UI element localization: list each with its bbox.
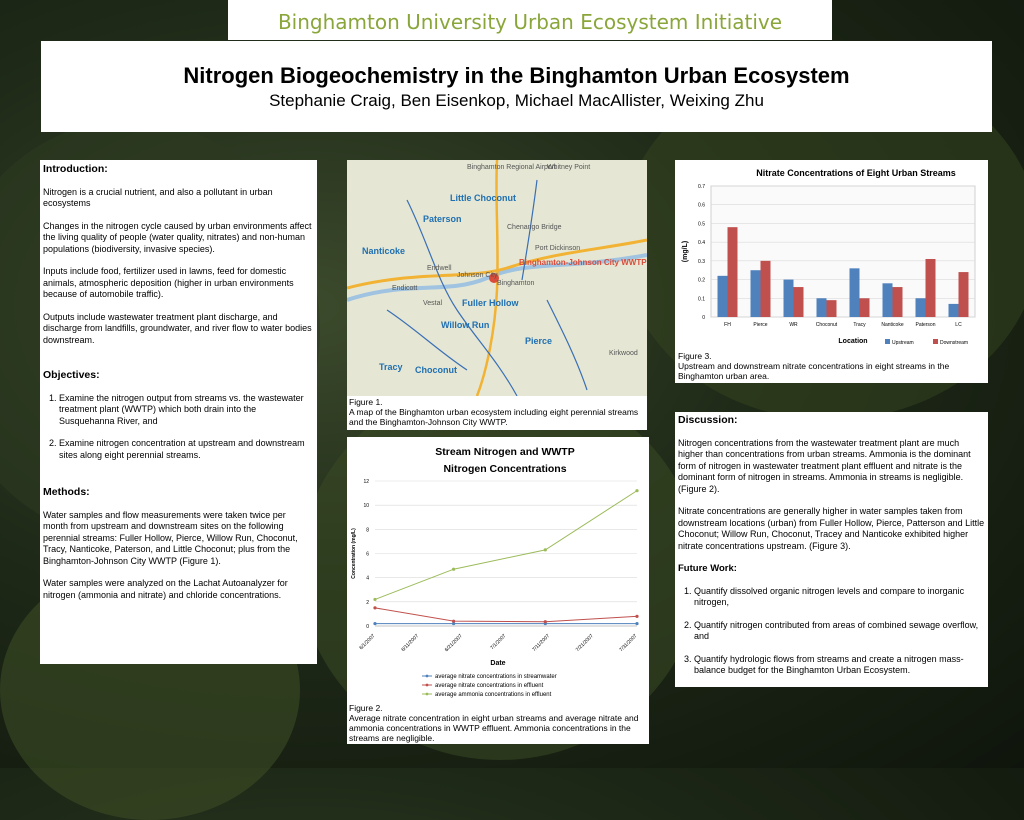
y-tick-label: 0.5	[698, 221, 705, 228]
figure1-label: Figure 1.	[349, 397, 383, 407]
legend-swatch	[885, 339, 890, 344]
intro-paragraph: Changes in the nitrogen cycle caused by urban environments affect the living quality of people (water quality, nitrates) and non-human populations (biodiversity, invasive species).	[43, 220, 312, 254]
map-label: Endwell	[427, 265, 452, 272]
bar	[728, 227, 738, 317]
bar	[718, 276, 728, 317]
line-chart	[347, 437, 649, 702]
y-tick-label: 6	[366, 551, 369, 558]
y-tick-label: 8	[366, 527, 369, 534]
figure3-caption	[678, 351, 984, 381]
bar	[827, 300, 837, 317]
x-tick-label: LC	[955, 322, 962, 328]
map-label: Endicott	[392, 285, 418, 292]
x-axis-label: Date	[490, 660, 506, 667]
x-tick-label: 7/31/2007	[618, 633, 639, 654]
chart-title: Nitrate Concentrations of Eight Urban Streams	[756, 168, 956, 178]
x-tick-label: 6/21/2007	[443, 633, 464, 654]
map-stream-label: Choconut	[415, 365, 457, 375]
figure1-text: A map of the Binghamton urban ecosystem including eight perennial streams and the Binghamton-Johnson City WWTP.	[349, 407, 639, 427]
title-box	[41, 41, 992, 132]
map-stream-label: Paterson	[423, 214, 462, 224]
legend-label: average ammonia concentrations in effluent	[435, 692, 552, 698]
x-axis-label: Location	[838, 338, 868, 345]
bar	[883, 283, 893, 317]
y-tick-label: 10	[363, 503, 369, 510]
intro-paragraph: Outputs include wastewater treatment plant discharge, and discharge from landfills, groundwater, and river flow to water bodies downstream.	[43, 311, 312, 345]
map-stream-label: Nanticoke	[362, 246, 406, 256]
left-panel	[40, 160, 317, 664]
legend-label: average nitrate concentrations in streamwater	[435, 674, 557, 680]
x-tick-label: FH	[724, 322, 731, 328]
discussion-paragraph: Nitrogen concentrations from the wastewater treatment plant are much higher than concentrations from urban streams. Ammonia is the dominant form of nitrogen in wastewater treatment plant effluent and nitrate is the dominant form of nitrogen in streams. Ammonia in streams is negligible. (Figure 2).	[678, 437, 971, 494]
y-tick-label: 4	[366, 575, 369, 582]
bar	[916, 298, 926, 317]
figure2-box	[347, 437, 649, 744]
methods-paragraph: Water samples and flow measurements were taken twice per month from upstream and downstream sites on the following perennial streams: Fuller Hollow, Pierce, Willow Run, Choconut, Tracy, Nanticoke, Paterson, and Little Choconut; plus from the Binghamton-Johnson City WWTP (Figure 1).	[43, 509, 298, 566]
figure3-text: Upstream and downstream nitrate concentrations in eight streams in the Binghamton urban area.	[678, 361, 950, 381]
data-point	[544, 620, 547, 623]
discussion-paragraph: Nitrate concentrations are generally higher in water samples taken from downstream locations (urban) from Fuller Hollow, Pierce, Patterson and Little Choconut; Willow Run, Choconut, Tracey and Nanticoke exhibited higher nitrate concentrations upstream. (Figure 3).	[678, 506, 985, 551]
data-point	[452, 620, 455, 623]
x-tick-label: 6/11/2007	[400, 633, 421, 653]
data-point	[373, 598, 376, 601]
bar-chart	[675, 160, 988, 350]
map-label: Binghamton	[497, 280, 535, 287]
y-tick-label: 0.1	[698, 296, 705, 303]
map-stream-label: Pierce	[525, 336, 553, 346]
map-label: Whitney Point	[547, 164, 591, 171]
data-point	[544, 548, 547, 551]
future-work-item: 1. Quantify dissolved organic nitrogen levels and compare to inorganic nitrogen,	[694, 586, 985, 609]
legend-label: average nitrate concentrations in effluent	[435, 683, 544, 689]
future-work-item: 3. Quantify hydrologic flows from streams and create a nitrogen mass-balance budget for the Binghamton Urban Ecosystem.	[694, 654, 985, 677]
future-work-item: 2. Quantify nitrogen contributed from areas of combined sewage overflow, and	[694, 620, 985, 643]
x-tick-label: Nanticoke	[881, 322, 904, 328]
intro-paragraph: Nitrogen is a crucial nutrient, and also a pollutant in urban ecosystems	[43, 186, 273, 208]
discussion-heading: Discussion:	[678, 414, 738, 426]
legend-marker	[426, 693, 429, 696]
methods-paragraph: Water samples were analyzed on the Lachat Autoanalyzer for nitrogen (ammonia and nitrate) and chloride concentrations.	[43, 578, 288, 600]
y-tick-label: 0.6	[698, 202, 705, 209]
x-tick-label: 7/21/2007	[574, 633, 595, 654]
bar	[893, 287, 903, 317]
figure2-label: Figure 2.	[349, 703, 383, 713]
y-tick-label: 0.2	[698, 277, 705, 284]
map-label: Kirkwood	[609, 350, 638, 357]
intro-paragraph: Inputs include food, fertilizer used in lawns, feed for domestic animals, atmospheric deposition (higher in urban environments because of automobile traffic).	[43, 266, 294, 299]
series-line	[375, 608, 637, 622]
data-point	[452, 568, 455, 571]
figure3-label: Figure 3.	[678, 351, 712, 361]
map-stream-label: Little Choconut	[450, 193, 516, 203]
bar	[860, 298, 870, 317]
poster-title: Nitrogen Biogeochemistry in the Binghamton Urban Ecosystem	[183, 63, 850, 88]
bar	[751, 270, 761, 317]
map-label: Chenango Bridge	[507, 224, 562, 231]
bar	[761, 261, 771, 317]
map-label: Port Dickinson	[535, 245, 581, 252]
figure1-caption	[347, 396, 647, 430]
x-tick-label: 6/1/2007	[358, 633, 377, 652]
poster-authors: Stephanie Craig, Ben Eisenkop, Michael MacAllister, Weixing Zhu	[269, 91, 764, 110]
chart-title: Stream Nitrogen and WWTP	[435, 446, 575, 458]
map-stream-label: Willow Run	[441, 320, 490, 330]
x-tick-label: Choconut	[815, 322, 838, 328]
x-tick-label: WR	[789, 322, 798, 328]
right-panel	[675, 412, 988, 687]
future-work-heading: Future Work:	[678, 563, 737, 574]
map-label: Vestal	[423, 300, 443, 307]
objectives-list	[43, 393, 313, 462]
methods-heading: Methods:	[43, 486, 90, 498]
x-tick-label: Paterson	[915, 322, 936, 328]
bar	[794, 287, 804, 317]
map-stream-label: Tracy	[379, 362, 403, 372]
legend-marker	[426, 684, 429, 687]
y-tick-label: 0.7	[698, 184, 705, 190]
introduction-heading: Introduction:	[43, 163, 108, 175]
data-point	[635, 615, 638, 618]
map-stream-label: Fuller Hollow	[462, 298, 519, 308]
x-tick-label: Tracy	[853, 322, 866, 328]
data-point	[635, 622, 638, 625]
y-tick-label: 0.3	[698, 258, 705, 265]
bar	[949, 304, 959, 317]
figure2-caption	[349, 703, 647, 743]
map-figure	[347, 160, 647, 396]
x-tick-label: 7/11/2007	[531, 633, 552, 653]
figure3-box	[675, 160, 988, 383]
bar	[784, 280, 794, 317]
chart-title: Nitrogen Concentrations	[443, 463, 567, 475]
legend-label: Downstream	[940, 340, 969, 346]
y-axis-label: Concentration (mg/L)	[351, 528, 357, 579]
bar	[926, 259, 936, 317]
future-work-list	[678, 586, 985, 677]
bar	[850, 268, 860, 317]
data-point	[635, 489, 638, 492]
legend-label: Upstream	[892, 340, 914, 346]
y-tick-label: 0.4	[698, 240, 705, 247]
y-tick-label: 0	[366, 624, 369, 630]
y-tick-label: 0	[702, 315, 705, 321]
objectives-heading: Objectives:	[43, 369, 100, 381]
objective-item: 1. Examine the nitrogen output from streams vs. the wastewater treatment plant (WWTP) which both drain into the Susquehanna River, and	[59, 393, 313, 428]
y-axis-label: (mg/L)	[682, 240, 689, 263]
bar	[959, 272, 969, 317]
y-tick-label: 2	[366, 599, 369, 606]
banner-text: Binghamton University Urban Ecosystem Initiative	[277, 10, 783, 34]
figure2-text: Average nitrate concentration in eight urban streams and average nitrate and ammonia concentrations in WWTP effluent. Ammonia concentrations in the streams are negligible.	[349, 713, 639, 743]
map-wwtp-label: Binghamton-Johnson City WWTP	[519, 258, 647, 267]
x-tick-label: 7/1/2007	[489, 633, 508, 652]
bar	[817, 298, 827, 317]
y-tick-label: 12	[363, 479, 369, 485]
objective-item: 2. Examine nitrogen concentration at upstream and downstream sites along eight perennial streams.	[59, 438, 313, 461]
data-point	[373, 622, 376, 625]
data-point	[373, 606, 376, 609]
map-label: Johnson City	[457, 272, 498, 279]
map-label: Binghamton Regional Airport	[467, 164, 557, 171]
legend-swatch	[933, 339, 938, 344]
legend-marker	[426, 675, 429, 678]
series-line	[375, 491, 637, 600]
initiative-banner	[228, 0, 832, 40]
x-tick-label: Pierce	[753, 322, 768, 328]
